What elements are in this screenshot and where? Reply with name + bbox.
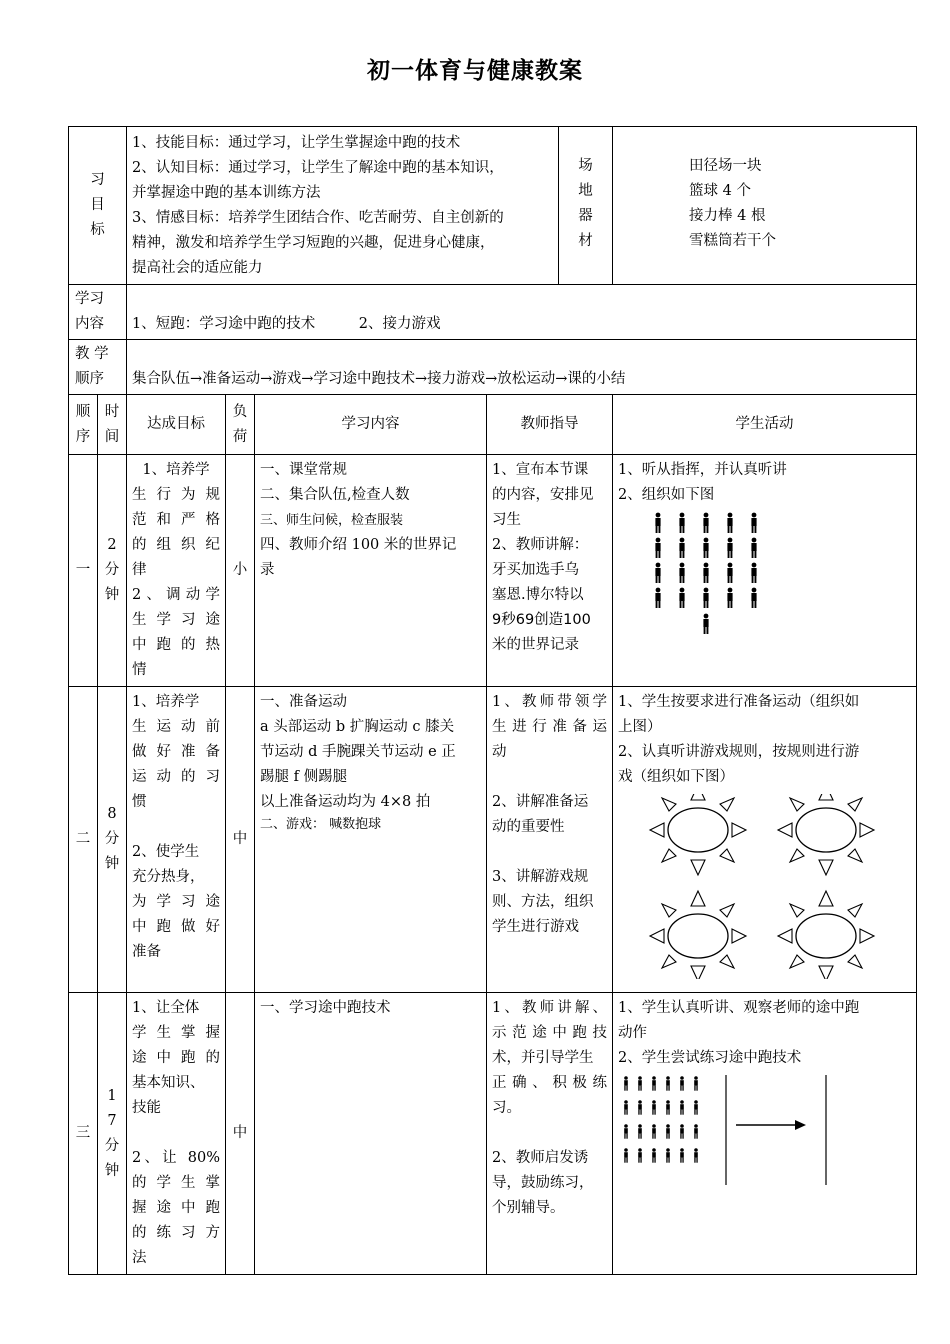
header-goal: 达成目标 xyxy=(127,395,226,455)
row-goal: 1、培养学 生行为规 范和严格 的组织纪 律 2、调动学 生学习途 中跑的热 情 xyxy=(127,455,226,687)
row-content: 一、课堂常规 二、集合队伍,检查人数 三、师生问候，检查服装 四、教师介绍 100 米的世界记 录 xyxy=(255,455,487,687)
person-grid xyxy=(655,513,756,634)
row-time: 2 分 钟 xyxy=(98,455,127,687)
row-load: 中 xyxy=(226,687,255,993)
row-time: 8 分 钟 xyxy=(98,687,127,993)
sequence-text: 集合队伍→准备运动→游戏→学习途中跑技术→接力游戏→放松运动→课的小结 xyxy=(127,340,917,395)
row-order: 二 xyxy=(69,687,98,993)
row-content: 一、准备运动 a 头部运动 b 扩胸运动 c 膝关 节运动 d 手腕踝关节运动 e 正 踢腿 f 侧踢腿 以上准备运动均为 4×8 拍 二、游戏： 喊数抱球 xyxy=(255,687,487,993)
arrow-head-icon xyxy=(795,1120,806,1130)
header-content: 学习内容 xyxy=(255,395,487,455)
game-circle xyxy=(650,891,746,979)
row-teacher: 1、教师带领学 生进行准备运 动 2、讲解准备运 动的重要性 3、讲解游戏规 则、方法，组织 学生进行游戏 xyxy=(487,687,613,993)
header-time: 时 间 xyxy=(98,395,127,455)
equipment-list: 田径场一块 篮球 4 个 接力棒 4 根 雪糕筒若干个 xyxy=(613,127,917,285)
row-time: 1 7 分 钟 xyxy=(98,993,127,1275)
row-order: 一 xyxy=(69,455,98,687)
sequence-label: 教 学 顺序 xyxy=(69,340,127,395)
content-label: 学习 内容 xyxy=(69,285,127,340)
header-teacher: 教师指导 xyxy=(487,395,613,455)
lesson-plan-table xyxy=(68,126,917,1275)
page-title: 初一体育与健康教案 xyxy=(367,57,583,84)
formation-diagram xyxy=(618,512,908,640)
game-circles-diagram xyxy=(618,794,908,979)
equipment-label: 场 地 器 材 xyxy=(559,127,613,285)
table-row xyxy=(69,455,917,687)
header-student: 学生活动 xyxy=(613,395,917,455)
row-student: 1、听从指挥，并认真听讲 2、组织如下图 xyxy=(613,455,917,687)
row-load: 小 xyxy=(226,455,255,687)
objectives-cell: 1、技能目标：通过学习，让学生掌握途中跑的技术 2、认知目标：通过学习，让学生了解途中跑的基本知识， 并掌握途中跑的基本训练方法 3、情感目标：培养学生团结合作、吃苦耐劳、自主创新的 精神，激发和培养学生学习短跑的兴趣，促进身心健康， 提高社会的适应能力 xyxy=(127,127,559,285)
objectives-label: 习 目 标 xyxy=(69,127,127,285)
game-circle xyxy=(650,794,746,875)
row-content: 一、学习途中跑技术 xyxy=(255,993,487,1275)
row-order: 三 xyxy=(69,993,98,1275)
running-drill-diagram xyxy=(618,1075,908,1187)
content-text: 1、短跑：学习途中跑的技术 2、接力游戏 xyxy=(127,285,917,340)
row-teacher: 1、宣布本节课 的内容，安排见 习生 2、教师讲解： 牙买加选手乌 塞恩.博尔特以 9秒69创造100 米的世界记录 xyxy=(487,455,613,687)
row-student: 1、学生按要求进行准备运动（组织如 上图） 2、认真听讲游戏规则，按规则进行游 戏（组织如下图） xyxy=(613,687,917,993)
row-goal: 1、让全体 学生掌握 途中跑的 基本知识、 技能 2、让 80% 的学生掌 握途中跑 的练习方 法 xyxy=(127,993,226,1275)
header-order: 顺 序 xyxy=(69,395,98,455)
table-row xyxy=(69,687,917,993)
game-circle xyxy=(778,794,874,875)
header-load: 负 荷 xyxy=(226,395,255,455)
runner-grid xyxy=(624,1076,698,1163)
row-student: 1、学生认真听讲、观察老师的途中跑 动作 2、学生尝试练习途中跑技术 xyxy=(613,993,917,1275)
row-goal: 1、培养学 生运动前 做好准备 运动的习 惯 2、使学生 充分热身， 为学习途 中跑做好 准备 xyxy=(127,687,226,993)
game-circle xyxy=(778,891,874,979)
row-load: 中 xyxy=(226,993,255,1275)
table-row xyxy=(69,993,917,1275)
row-teacher: 1、教师讲解、 示范途中跑技 术，并引导学生 正确、积极练 习。 2、教师启发诱 导，鼓励练习， 个别辅导。 xyxy=(487,993,613,1275)
